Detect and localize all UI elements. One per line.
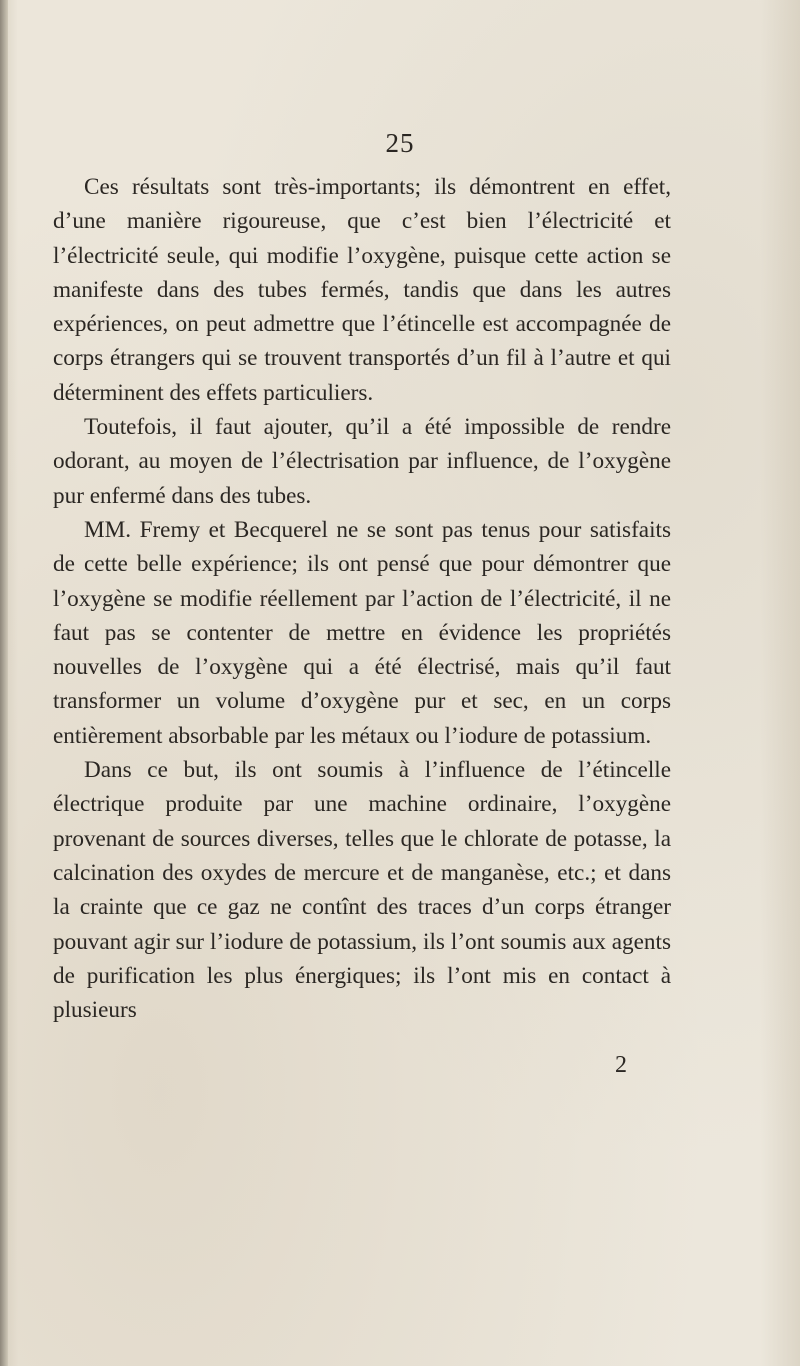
paragraph-3: MM. Fremy et Becquerel ne se sont pas tenus pour satisfaits de cette belle expérience; ils ont pensé que pour démontrer que l’oxygène se modifie réellement par l’action de l’électricité, il ne faut pas se contenter de mettre en évidence les propriétés nouvelles de l’oxygène qui a été électrisé, mais qu’il faut transformer un volume d’oxygène pur et sec, en un corps entièrement absorbable par les métaux ou l’iodure de potassium.: [53, 516, 671, 749]
page-number: 25: [385, 128, 415, 158]
paragraph-2: Toutefois, il faut ajouter, qu’il a été impossible de rendre odorant, au moyen de l’électrisation par influence, de l’oxygène pur enfermé dans des tubes.: [53, 414, 671, 509]
paragraph-4: Dans ce but, ils ont soumis à l’influence de l’étincelle électrique produite par une machine ordinaire, l’oxygène provenant de sources diverses, telles que le chlorate de potasse, la calcination des oxydes de mercure et de manganèse, etc.; et dans la crainte que ce gaz ne contînt des traces d’un corps étranger pouvant agir sur l’iodure de potassium, ils l’ont soumis aux agents de purification les plus énergiques; ils l’ont mis en contact à plusieurs: [53, 757, 671, 1024]
signature-mark: 2: [615, 1052, 627, 1078]
page-spine-shadow: [0, 0, 8, 1366]
paragraph-1: Ces résultats sont très-importants; ils démontrent en effet, d’une manière rigoureuse, que c’est bien l’électricité et l’électricité seule, qui modifie l’oxygène, puisque cette action se manifeste dans des tubes fermés, tandis que dans les autres expériences, on peut admettre que l’étincelle est accompagnée de corps étrangers qui se trouvent transportés d’un fil à l’autre et qui déterminent des effets particuliers.: [53, 174, 671, 406]
body-text: [53, 170, 671, 1027]
